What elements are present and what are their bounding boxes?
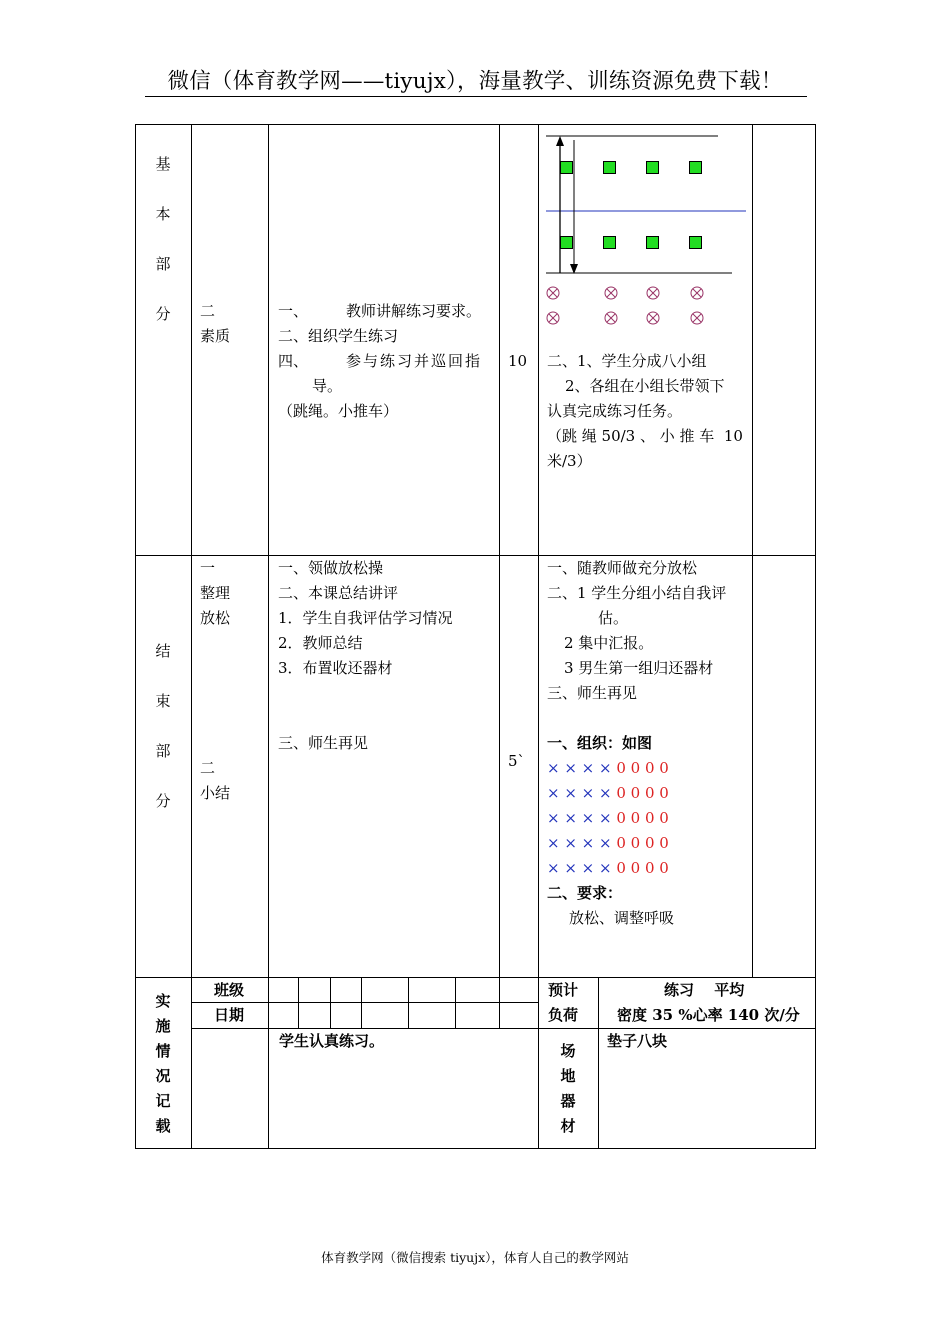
end-step-1: 一、领做放松操 [278,559,384,577]
student-circle-cross-icon [646,311,660,325]
green-marker [560,161,573,174]
class-label: 班级 [214,981,245,999]
student-circle-cross-icon [604,311,618,325]
student-circle-cross-icon [546,286,560,300]
formation-row [547,806,669,831]
end-org-6: 三、师生再见 [547,684,638,702]
formation-crosses: × × × × [547,784,612,802]
record-label-5: 记 [155,1092,171,1110]
end-label-4: 分 [155,792,171,810]
record-label-2: 施 [155,1017,171,1035]
formation-circles: 0 0 0 0 [616,859,669,877]
basic-step-3-text: 参与练习并巡回指 [346,352,483,370]
basic-step-2: 二、组织学生练习 [278,327,399,345]
end-step-6: 三、师生再见 [278,734,369,752]
basic-step-equipment: （跳绳。小推车） [278,402,399,420]
student-circle-cross-icon [646,286,660,300]
green-marker [603,161,616,174]
formation-title: 一、组织：如图 [547,734,653,752]
green-marker [646,236,659,249]
basic-org-line-1: 二、1、学生分成八小组 [547,352,707,370]
venue-label-1: 场 [560,1042,576,1060]
header-underline [145,96,807,97]
record-note: 学生认真练习。 [279,1032,385,1050]
end-org-2: 二、1 学生分组小结自我评 [547,584,727,602]
page-header: 微信（体育教学网——tiyujx），海量教学、训练资源免费下载！ [167,69,783,94]
basic-time: 10 [508,352,528,370]
formation-row [547,831,669,856]
basic-org-line-3: 认真完成练习任务。 [547,402,683,420]
venue-label-2: 地 [560,1067,576,1085]
formation-crosses: × × × × [547,759,612,777]
end-org-5: 3 男生第一组归还器材 [564,659,714,677]
record-label-1: 实 [155,992,171,1010]
requirement-text: 放松、调整呼吸 [569,909,675,927]
expected-load-l1: 预计 [548,981,579,999]
basic-step-3-num: 四、 [278,352,309,370]
venue-label-3: 器 [560,1092,576,1110]
student-circle-cross-icon [604,286,618,300]
basic-org-line-4: （跳 绳 50/3 、 小 推 车 10 [547,427,743,445]
end-content-2: 整理 [200,584,231,602]
basic-label-1: 基 [155,155,171,173]
basic-step-3-cont: 导。 [312,377,343,395]
end-label-1: 结 [155,642,171,660]
formation-circles: 0 0 0 0 [616,834,669,852]
end-label-3: 部 [155,742,171,760]
formation-row [547,756,669,781]
end-time: 5` [508,752,526,770]
end-step-2: 二、本课总结讲评 [278,584,399,602]
basic-label-3: 部 [155,255,171,273]
green-marker [646,161,659,174]
green-marker [689,236,702,249]
basic-content-number: 二 [200,302,216,320]
basic-content-title: 素质 [200,327,231,345]
end-label-2: 束 [155,692,171,710]
record-label-4: 况 [155,1067,171,1085]
requirement-title: 二、要求： [547,884,623,902]
page-footer: 体育教学网（微信搜索 tiyujx），体育人自己的教学网站 [321,1250,629,1265]
student-circle-cross-icon [690,311,704,325]
equipment-text: 垫子八块 [607,1032,668,1050]
end-step-5: 3．布置收还器材 [278,659,393,677]
formation-crosses: × × × × [547,859,612,877]
date-label: 日期 [214,1006,245,1024]
end-step-3: 1．学生自我评估学习情况 [278,609,453,627]
formation-circles: 0 0 0 0 [616,784,669,802]
end-content-1: 一 [200,559,216,577]
student-circle-cross-icon [690,286,704,300]
formation-row [547,781,669,806]
record-label-6: 载 [155,1117,171,1135]
end-content-3: 放松 [200,609,231,627]
basic-label-4: 分 [155,305,171,323]
end-org-1: 一、随教师做充分放松 [547,559,698,577]
formation-crosses: × × × × [547,834,612,852]
end-content-5: 小结 [200,784,231,802]
formation-diagram [540,128,752,336]
basic-step-1-text: 教师讲解练习要求。 [346,302,482,320]
student-circle-cross-icon [546,311,560,325]
formation-row [547,856,669,881]
basic-org-line-2: 2、各组在小组长带领下 [565,377,725,395]
formation-circles: 0 0 0 0 [616,809,669,827]
density-line-1: 练习 平均 [664,981,745,999]
basic-label-2: 本 [155,205,171,223]
formation-circles: 0 0 0 0 [616,759,669,777]
expected-load-l2: 负荷 [548,1006,579,1024]
basic-step-1-num: 一、 [278,302,309,320]
green-marker [689,161,702,174]
formation-crosses: × × × × [547,809,612,827]
green-marker [560,236,573,249]
venue-label-4: 材 [560,1117,576,1135]
end-org-3: 估。 [598,609,629,627]
record-label-3: 情 [155,1042,171,1060]
basic-org-line-5: 米/3） [547,452,592,470]
density-line-2: 密度 35 %心率 140 次/分 [617,1006,800,1024]
end-content-4: 二 [200,759,216,777]
end-step-4: 2．教师总结 [278,634,363,652]
end-org-4: 2 集中汇报。 [564,634,654,652]
green-marker [603,236,616,249]
